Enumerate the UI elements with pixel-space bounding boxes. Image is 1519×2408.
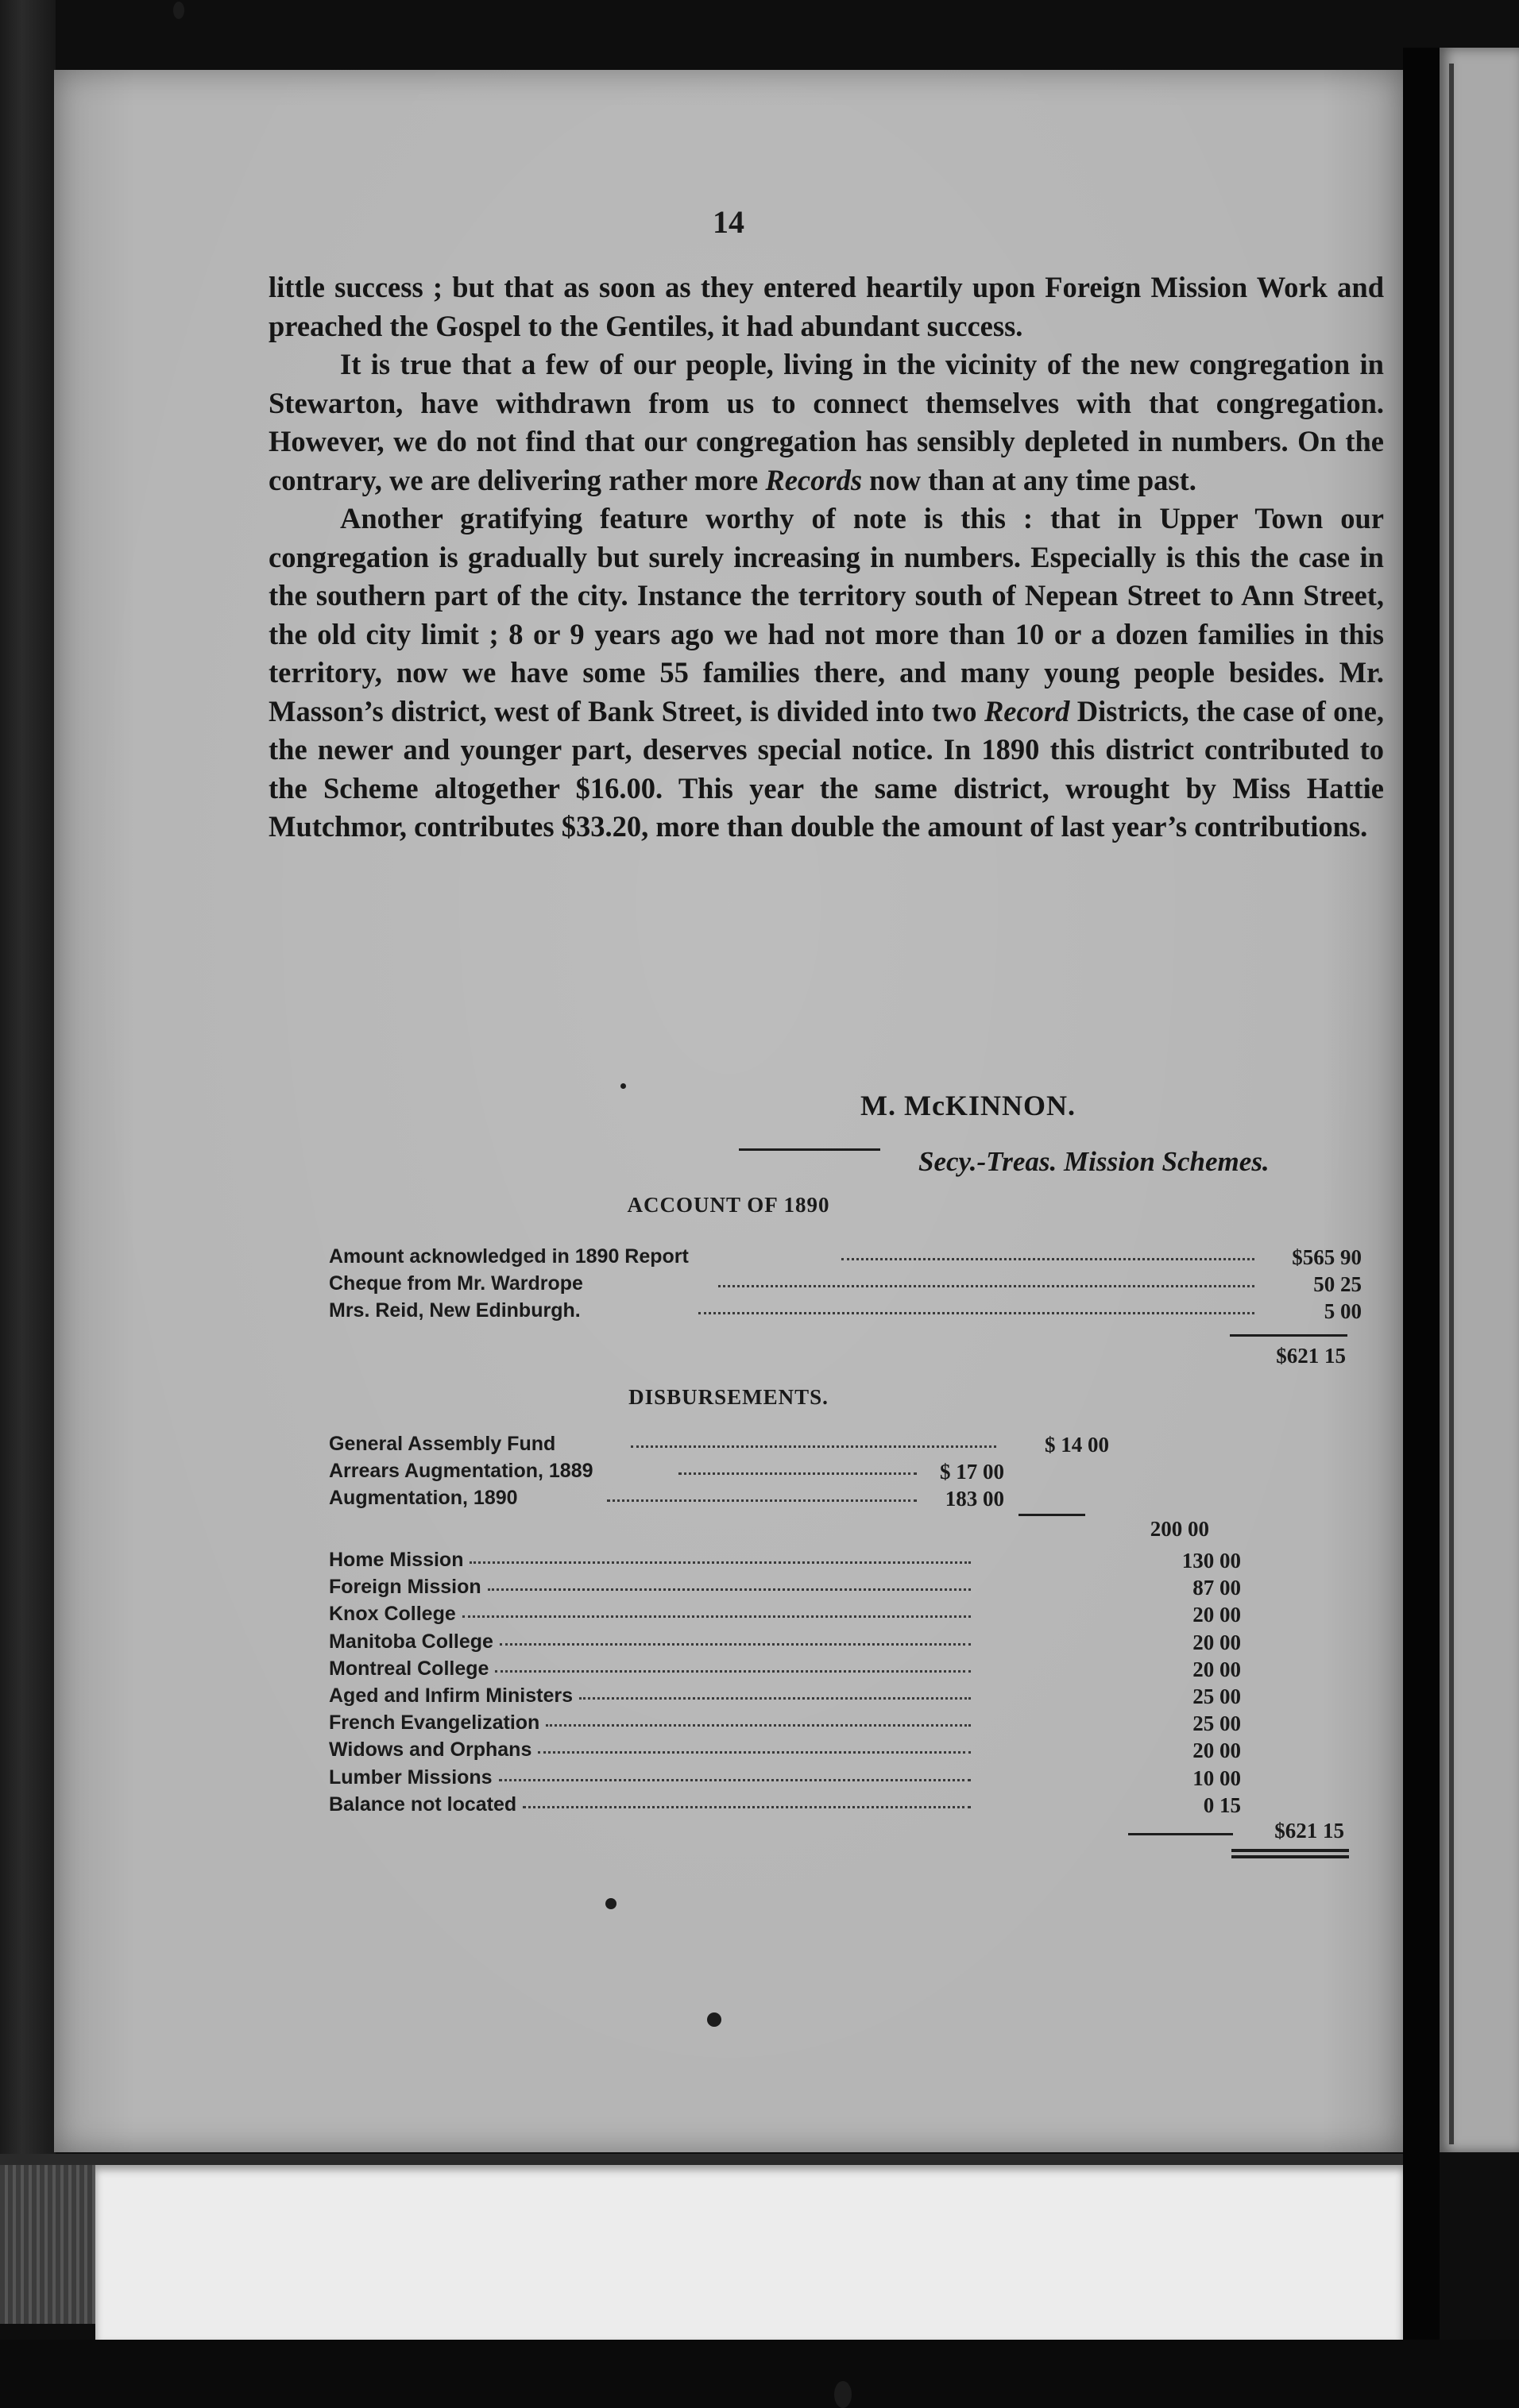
dot-leader bbox=[495, 1670, 971, 1673]
disbursements-heading: DISBURSEMENTS. bbox=[628, 1385, 829, 1409]
dot-leader bbox=[631, 1445, 996, 1448]
dot-leader bbox=[462, 1615, 971, 1618]
account-amount: 50 25 bbox=[1313, 1272, 1362, 1296]
scan-speck bbox=[834, 2381, 852, 2408]
scanner-background bbox=[0, 2340, 1519, 2408]
disbursement-label: Montreal College bbox=[329, 1657, 489, 1680]
disbursement-amount: 20 00 bbox=[1192, 1738, 1241, 1763]
sum-rule bbox=[1128, 1833, 1233, 1835]
sum-rule bbox=[1230, 1334, 1347, 1337]
account-row bbox=[329, 1245, 1362, 1269]
page-number: 14 bbox=[713, 204, 744, 240]
disbursements-grand-total: $621 15 bbox=[1274, 1819, 1344, 1843]
disbursement-label: Knox College bbox=[329, 1603, 456, 1626]
disbursement-label: French Evangelization bbox=[329, 1711, 540, 1735]
disbursement-label: Widows and Orphans bbox=[329, 1738, 532, 1762]
ink-dot bbox=[605, 1898, 616, 1909]
scan-speck bbox=[173, 2, 184, 19]
section-divider bbox=[739, 1148, 880, 1151]
italic-text: Records bbox=[765, 463, 863, 496]
disbursement-amount: 20 00 bbox=[1192, 1630, 1241, 1654]
double-rule bbox=[1231, 1855, 1349, 1858]
disbursement-row bbox=[329, 1487, 1282, 1511]
account-amount: $565 90 bbox=[1292, 1245, 1362, 1269]
disbursement-row bbox=[329, 1630, 1282, 1654]
disbursement-row bbox=[329, 1460, 1282, 1484]
dot-leader bbox=[523, 1806, 971, 1808]
disbursement-amount: 25 00 bbox=[1192, 1711, 1241, 1736]
disbursement-label: General Assembly Fund bbox=[329, 1433, 556, 1455]
binding-edge bbox=[0, 0, 56, 2160]
account-heading: ACCOUNT OF 1890 bbox=[627, 1193, 830, 1217]
sum-rule bbox=[1018, 1514, 1085, 1516]
disbursement-amount: 20 00 bbox=[1192, 1603, 1241, 1627]
double-rule bbox=[1231, 1849, 1349, 1852]
adjacent-page-rule bbox=[1449, 64, 1454, 2144]
dot-leader bbox=[841, 1258, 1254, 1260]
account-label: Amount acknowledged in 1890 Report bbox=[329, 1245, 689, 1268]
disbursement-label: Augmentation, 1890 bbox=[329, 1487, 518, 1509]
account-total: $621 15 bbox=[1276, 1344, 1346, 1368]
disbursement-row bbox=[329, 1711, 1282, 1735]
paragraph bbox=[269, 500, 1384, 847]
disbursement-row bbox=[329, 1766, 1282, 1790]
disbursement-label: Lumber Missions bbox=[329, 1765, 493, 1789]
disbursement-amount: $ 14 00 bbox=[1045, 1433, 1109, 1457]
dot-leader bbox=[718, 1285, 1254, 1287]
dot-leader bbox=[470, 1561, 971, 1564]
disbursement-amount: 20 00 bbox=[1192, 1657, 1241, 1681]
disbursement-amount: 0 15 bbox=[1203, 1792, 1241, 1817]
dot-leader bbox=[579, 1697, 971, 1700]
disbursement-label: Manitoba College bbox=[329, 1630, 493, 1653]
paragraph-text: now than at any time past. bbox=[869, 463, 1196, 496]
paragraph: little success ; but that as soon as they entered heartily upon Foreign Mission Work and preached the Gospel to the Gentiles, it had abundant success. bbox=[269, 271, 1384, 342]
disbursement-row bbox=[329, 1793, 1282, 1817]
disbursement-sub-amount: $ 17 00 bbox=[940, 1460, 1004, 1484]
disbursement-row bbox=[329, 1657, 1282, 1681]
account-row bbox=[329, 1272, 1362, 1296]
disbursement-sub-amount: 183 00 bbox=[945, 1487, 1004, 1511]
disbursement-label: Aged and Infirm Ministers bbox=[329, 1684, 573, 1707]
account-row bbox=[329, 1299, 1362, 1323]
augmentation-total: 200 00 bbox=[1150, 1517, 1209, 1541]
scanner-bed bbox=[95, 2165, 1403, 2340]
paragraph-text: It is true that a few of our people, living in the vicinity of the new congregation in Stewarton, have withdrawn from us to connect themselves with that congregation. However, we do not find that our congregation has sensibly depleted in numbers. On the contrary, we are delivering rather more bbox=[269, 348, 1384, 496]
paragraph-text: Districts, the case of one, the newer and younger part, deserves special notice. In 1890 this district contributed to the Scheme altogether $16.00. This year the same district, wrought by Miss Hattie Mutchmor, contributes $33.20, more than double the amount of last year’s contributions. bbox=[269, 694, 1384, 843]
disbursement-label: Arrears Augmentation, 1889 bbox=[329, 1460, 593, 1482]
disbursement-label: Home Mission bbox=[329, 1549, 464, 1571]
paragraph bbox=[269, 345, 1384, 500]
account-amount: 5 00 bbox=[1324, 1299, 1362, 1323]
dot-leader bbox=[607, 1499, 917, 1502]
dot-leader bbox=[500, 1643, 971, 1646]
signature-title: Secy.-Treas. Mission Schemes. bbox=[918, 1146, 1270, 1177]
italic-text: Record bbox=[984, 694, 1070, 727]
account-label: Mrs. Reid, New Edinburgh. bbox=[329, 1299, 581, 1322]
disbursement-amount: 10 00 bbox=[1192, 1765, 1241, 1790]
disbursement-label: Foreign Mission bbox=[329, 1576, 481, 1599]
disbursement-amount: 87 00 bbox=[1192, 1576, 1241, 1600]
dot-leader bbox=[488, 1588, 971, 1591]
page-stack-edge bbox=[0, 2165, 95, 2324]
disbursement-row bbox=[329, 1684, 1282, 1708]
ink-dot bbox=[620, 1083, 626, 1089]
dot-leader bbox=[546, 1724, 971, 1727]
account-label: Cheque from Mr. Wardrope bbox=[329, 1272, 583, 1295]
dot-leader bbox=[698, 1312, 1254, 1314]
disbursement-row bbox=[329, 1576, 1282, 1600]
book-page bbox=[54, 70, 1403, 2152]
signature-name: M. McKINNON. bbox=[860, 1090, 1076, 1121]
disbursement-row bbox=[329, 1433, 1282, 1457]
dot-leader bbox=[678, 1472, 917, 1475]
dot-leader bbox=[538, 1751, 971, 1754]
disbursement-row bbox=[329, 1549, 1282, 1573]
disbursement-label: Balance not located bbox=[329, 1792, 517, 1816]
paragraph-text: Another gratifying feature worthy of note is this : that in Upper Town our congregation is gradually but surely increasing in numbers. Especially is this the case in the southern part of the city. Instance the territory south of Nepean Street to Ann Street, the old city limit ; 8 or 9 years ago we had not more than 10 or a dozen families in this territory, now we have some 55 families there, and many young people besides. Mr. Masson’s district, west of Bank Street, is divided into two bbox=[269, 502, 1384, 727]
disbursement-row bbox=[329, 1738, 1282, 1762]
book-gutter bbox=[1403, 48, 1440, 2383]
disbursement-row bbox=[329, 1603, 1282, 1627]
disbursement-amount: 130 00 bbox=[1181, 1549, 1241, 1573]
dot-leader bbox=[499, 1779, 971, 1781]
body-text bbox=[269, 268, 1384, 847]
ink-dot bbox=[707, 2012, 721, 2027]
disbursement-amount: 25 00 bbox=[1192, 1684, 1241, 1708]
